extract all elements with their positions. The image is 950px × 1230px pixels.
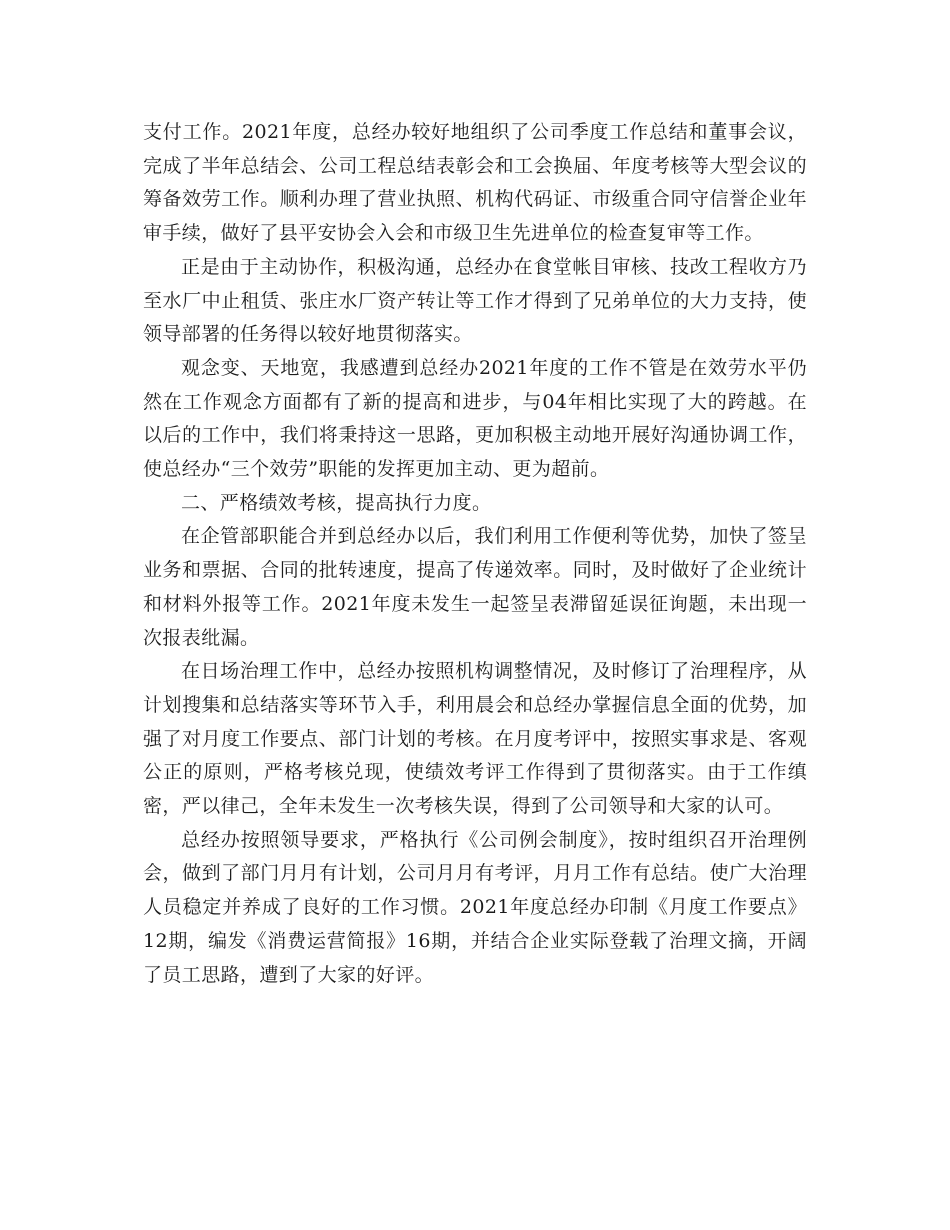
paragraph-2: 正是由于主动协作，积极沟通，总经办在食堂帐目审核、技改工程收方乃至水厂中止租赁、张庄水厂资产转让等工作才得到了兄弟单位的大力支持，使领导部署的任务得以较好地贯彻落实。 <box>143 255 807 346</box>
section-heading: 二、严格绩效考核，提高执行力度。 <box>181 491 492 514</box>
paragraph-5: 在日场治理工作中，总经办按照机构调整情况，及时修订了治理程序，从计划搜集和总结落实等环节入手，利用晨会和总经办掌握信息全面的优势，加强了对月度工作要点、部门计划的考核。在月度考评中，按照实事求是、客观公正的原则，严格考核兑现，使绩效考评工作得到了贯彻落实。由于工作缜密，严以律己，全年未发生一次考核失误，得到了公司领导和大家的认可。 <box>143 660 807 818</box>
paragraph-6: 总经办按照领导要求，严格执行《公司例会制度》，按时组织召开治理例会，做到了部门月月有计划，公司月月有考评，月月工作有总结。使广大治理人员稳定并养成了良好的工作习惯。2021年度总经办印制《月度工作要点》12期，编发《消费运营简报》16期，并结合企业实际登载了治理文摘，开阔了员工思路，遭到了大家的好评。 <box>143 828 807 986</box>
paragraph-1: 支付工作。2021年度，总经办较好地组织了公司季度工作总结和董事会议，完成了半年总结会、公司工程总结表彰会和工会换届、年度考核等大型会议的筹备效劳工作。顺利办理了营业执照、机构代码证、市级重合同守信誉企业年审手续，做好了县平安协会入会和市级卫生先进单位的检查复审等工作。 <box>143 121 807 245</box>
paragraph-4: 在企管部职能合并到总经办以后，我们利用工作便利等优势，加快了签呈业务和票据、合同的批转速度，提高了传递效率。同时，及时做好了企业统计和材料外报等工作。2021年度未发生一起签呈表滞留延误征询题，未出现一次报表纰漏。 <box>143 525 807 649</box>
paragraph-3: 观念变、天地宽，我感遭到总经办2021年度的工作不管是在效劳水平仍然在工作观念方面都有了新的提高和进步，与04年相比实现了大的跨越。在以后的工作中，我们将秉持这一思路，更加积极主动地开展好沟通协调工作，使总经办“三个效劳”职能的发挥更加主动、更为超前。 <box>143 356 807 481</box>
document-body <box>143 116 807 992</box>
